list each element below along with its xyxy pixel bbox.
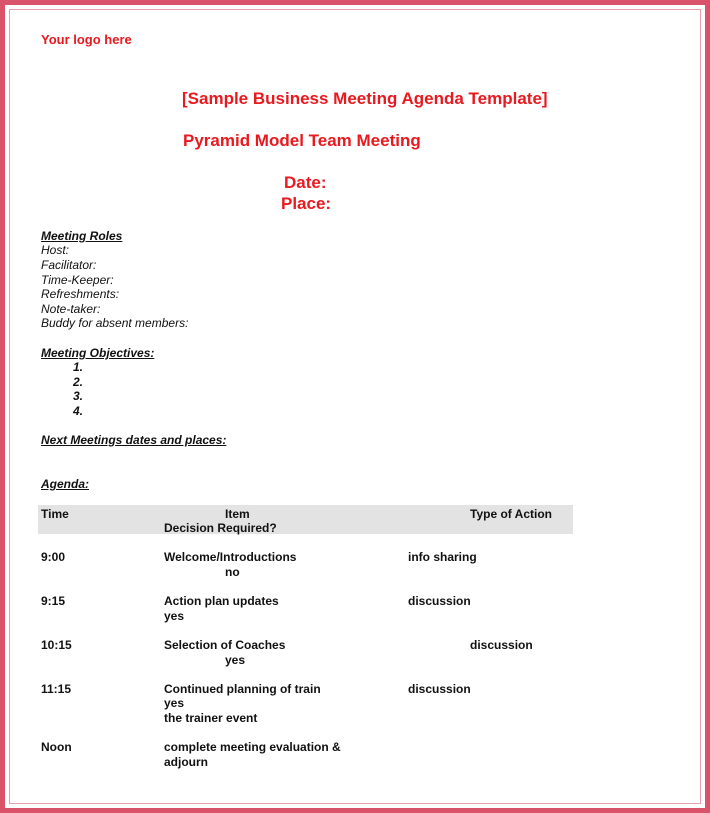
agenda-row-2-time: 9:15 <box>41 594 66 608</box>
date-label: Date: <box>284 173 327 192</box>
objective-1: 1. <box>73 360 84 374</box>
agenda-row-3-decision: yes <box>225 653 246 667</box>
agenda-row-4-decision: yes <box>164 696 185 710</box>
meeting-title: Pyramid Model Team Meeting <box>183 131 421 150</box>
col-decision-header: Decision Required? <box>164 521 277 535</box>
agenda-row-3-time: 10:15 <box>41 638 72 652</box>
objective-3: 3. <box>73 389 84 403</box>
col-time-header: Time <box>41 507 69 521</box>
agenda-row-4-action: discussion <box>408 682 471 696</box>
agenda-row-3-action: discussion <box>470 638 533 652</box>
col-item-header: Item <box>225 507 250 521</box>
meeting-roles-heading: Meeting Roles <box>41 229 123 243</box>
agenda-row-3-item: Selection of Coaches <box>164 638 286 652</box>
agenda-row-1-item: Welcome/Introductions <box>164 550 297 564</box>
agenda-row-1-time: 9:00 <box>41 550 66 564</box>
role-note-taker: Note-taker: <box>41 302 101 316</box>
meeting-objectives-heading: Meeting Objectives: <box>41 346 155 360</box>
role-refreshments: Refreshments: <box>41 287 120 301</box>
agenda-row-4-item: Continued planning of train <box>164 682 321 696</box>
agenda-row-5-time: Noon <box>41 740 72 754</box>
agenda-row-2-item: Action plan updates <box>164 594 279 608</box>
logo-placeholder: Your logo here <box>41 32 132 47</box>
col-action-header: Type of Action <box>470 507 552 521</box>
agenda-row-2-action: discussion <box>408 594 471 608</box>
template-title: [Sample Business Meeting Agenda Template] <box>182 89 548 108</box>
place-label: Place: <box>281 194 332 213</box>
role-time-keeper: Time-Keeper: <box>41 273 114 287</box>
objective-2: 2. <box>73 375 84 389</box>
agenda-row-1-action: info sharing <box>408 550 477 564</box>
role-host: Host: <box>41 243 70 257</box>
agenda-row-1-decision: no <box>225 565 240 579</box>
objective-4: 4. <box>73 404 84 418</box>
role-facilitator: Facilitator: <box>41 258 97 272</box>
role-buddy: Buddy for absent members: <box>41 316 189 330</box>
agenda-row-4-item-cont: the trainer event <box>164 711 258 725</box>
agenda-row-2-decision: yes <box>164 609 185 623</box>
page-inner-border <box>9 9 701 804</box>
next-meetings-heading: Next Meetings dates and places: <box>41 433 227 447</box>
agenda-row-4-time: 11:15 <box>41 682 72 696</box>
agenda-heading: Agenda: <box>41 477 89 491</box>
agenda-row-5-item: complete meeting evaluation & <box>164 740 341 754</box>
agenda-row-5-item-cont: adjourn <box>164 755 208 769</box>
